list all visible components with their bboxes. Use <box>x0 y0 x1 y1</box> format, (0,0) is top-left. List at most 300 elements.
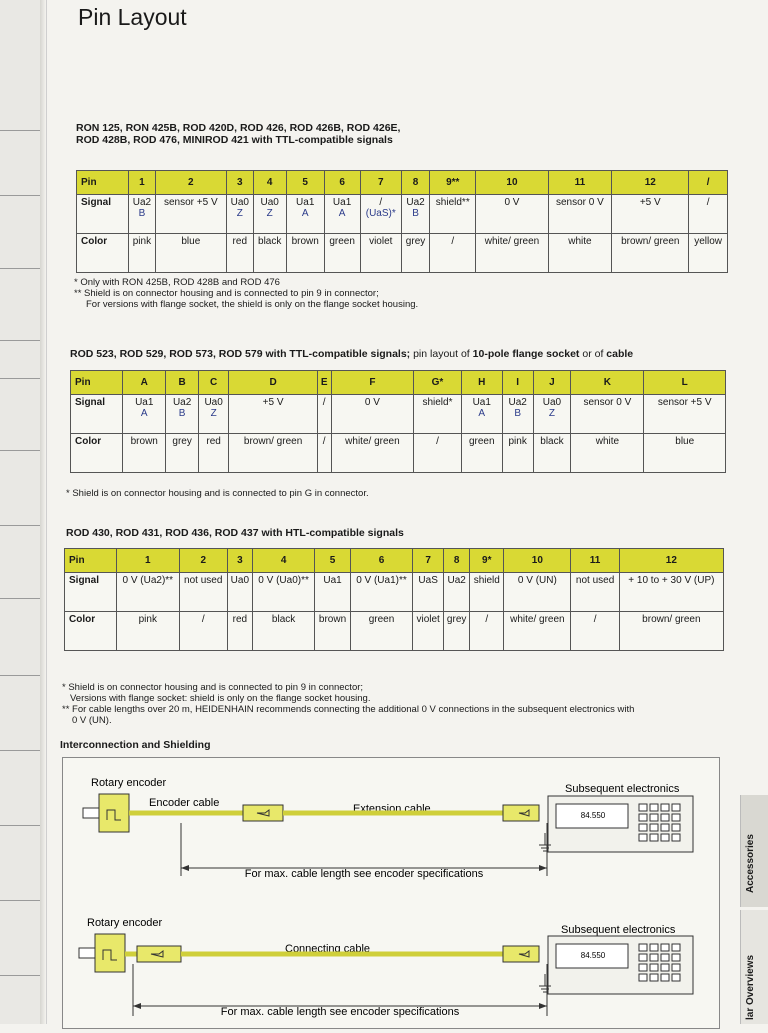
signal-value: / <box>322 397 326 408</box>
signal-cell <box>476 195 548 234</box>
signal-value: Ua2 <box>172 397 192 408</box>
pin-value: / <box>706 177 710 188</box>
signal-value: sensor +5 V <box>164 197 218 208</box>
pin-cell <box>470 549 504 573</box>
diagram-1 <box>83 777 693 880</box>
signal-cell <box>689 195 728 234</box>
signal-cell <box>504 573 571 612</box>
signal-label: Signal <box>77 195 129 234</box>
pin-cell <box>360 171 401 195</box>
pin-value: J <box>549 377 555 388</box>
signal-cell <box>644 395 726 434</box>
pin-cell <box>504 549 571 573</box>
signal-label: Signal <box>71 395 123 434</box>
color-cell <box>315 612 350 651</box>
signal-value: 0 V (Ua1)** <box>356 575 407 586</box>
pin-cell <box>548 171 612 195</box>
signal-value: 0 V (Ua0)** <box>258 575 309 586</box>
section3-heading: ROD 430, ROD 431, ROD 436, ROD 437 with HTL-compatible signals <box>66 527 404 539</box>
signal-secondary-value: B <box>138 208 146 219</box>
side-tab-accessories-label: Accessories <box>745 834 756 893</box>
pin-value: 3 <box>236 177 243 188</box>
pin-cell <box>612 171 689 195</box>
section2-note1: * Shield is on connector housing and is connected to pin G in connector. <box>66 488 369 499</box>
color-label: Color <box>71 434 123 473</box>
color-value: pink <box>138 614 157 625</box>
pin-row <box>77 171 728 195</box>
signal-value: sensor 0 V <box>583 397 632 408</box>
section2-heading-bold3: cable <box>606 348 634 360</box>
pin-cell <box>155 171 226 195</box>
section2-notes <box>66 488 369 499</box>
signal-secondary-value: Z <box>210 408 217 419</box>
color-cell <box>504 612 571 651</box>
pin-cell <box>123 371 166 395</box>
d2-subsequent-electronics-label: Subsequent electronics <box>561 924 676 936</box>
signal-secondary-value: B <box>178 408 186 419</box>
pin-cell <box>317 371 331 395</box>
color-cell <box>689 234 728 273</box>
pin-table-3 <box>64 548 724 651</box>
section1-notes <box>74 277 418 310</box>
signal-value: + 10 to + 30 V (UP) <box>628 575 715 586</box>
signal-cell <box>430 195 476 234</box>
section3-note1: * Shield is on connector housing and is connected to pin 9 in connector; <box>62 682 364 693</box>
signal-value: Ua1 <box>296 197 315 208</box>
color-label: Color <box>65 612 117 651</box>
signal-secondary-value: (UaS)* <box>365 208 396 219</box>
pin-cell <box>401 171 429 195</box>
pin-value: 10 <box>506 177 518 188</box>
signal-cell <box>227 573 252 612</box>
color-cell <box>227 612 252 651</box>
signal-cell <box>129 195 156 234</box>
signal-cell <box>331 395 414 434</box>
color-value: black <box>258 236 282 247</box>
color-value: pink <box>508 436 527 447</box>
color-cell <box>253 234 286 273</box>
pin-label: Pin <box>71 371 123 395</box>
signal-cell <box>360 195 401 234</box>
color-cell <box>414 434 461 473</box>
signal-secondary-value: Z <box>236 208 243 219</box>
signal-cell <box>252 573 315 612</box>
pin-cell <box>444 549 470 573</box>
signal-value: / <box>379 197 383 208</box>
color-value: white/ green <box>510 614 565 625</box>
d2-connecting-cable-label: Connecting cable <box>285 943 371 955</box>
color-value: green <box>329 236 355 247</box>
color-cell <box>331 434 414 473</box>
signal-value: not used <box>184 575 223 586</box>
pin-value: L <box>681 377 688 388</box>
d1-extension-cable-label: Extension cable <box>353 803 431 815</box>
pin-cell <box>476 171 548 195</box>
color-cell <box>444 612 470 651</box>
section1-note1: * Only with RON 425B, ROD 428B and ROD 476 <box>74 277 280 288</box>
signal-value: Ua0 <box>230 575 250 586</box>
section3-notes <box>62 682 634 726</box>
pin-cell <box>117 549 180 573</box>
pin-value: 11 <box>589 555 601 566</box>
pin-cell <box>571 549 619 573</box>
side-tab-overviews[interactable] <box>740 910 768 1024</box>
color-value: green <box>368 614 395 625</box>
signal-value: Ua0 <box>230 197 249 208</box>
pin-value: 2 <box>200 555 206 566</box>
pin-cell <box>253 171 286 195</box>
pin-value: 2 <box>188 177 194 188</box>
color-value: white/ green <box>484 236 540 247</box>
section3-note2: Versions with flange socket: shield is only on the flange socket housing. <box>70 693 371 704</box>
color-value: / <box>485 614 489 625</box>
color-value: white <box>595 436 620 447</box>
signal-value: +5 V <box>262 397 284 408</box>
color-value: black <box>271 614 296 625</box>
d2-connector-1 <box>137 946 181 962</box>
pin-cell <box>226 171 253 195</box>
pin-value: G* <box>431 377 444 388</box>
pin-value: 6 <box>339 177 345 188</box>
color-row <box>77 234 728 273</box>
color-value: violet <box>416 614 440 625</box>
signal-cell <box>229 395 317 434</box>
signal-cell <box>612 195 689 234</box>
color-value: red <box>232 614 248 625</box>
color-value: blue <box>675 436 695 447</box>
document-page <box>50 0 740 1024</box>
signal-secondary-value: Z <box>548 408 555 419</box>
color-cell <box>155 234 226 273</box>
color-cell <box>644 434 726 473</box>
pin-value: 4 <box>280 555 287 566</box>
pin-value: 11 <box>574 177 586 188</box>
color-cell <box>117 612 180 651</box>
signal-value: shield <box>473 575 500 586</box>
pin-value: C <box>210 377 218 388</box>
color-cell <box>360 234 401 273</box>
pin-row <box>71 371 726 395</box>
interconnection-diagram <box>62 757 720 1029</box>
signal-value: Ua1 <box>332 197 352 208</box>
pin-cell <box>286 171 324 195</box>
signal-cell <box>317 395 331 434</box>
color-cell <box>619 612 723 651</box>
pin-value: I <box>516 377 520 388</box>
section1-heading <box>76 122 400 146</box>
color-value: brown/ green <box>642 614 701 625</box>
color-cell <box>166 434 198 473</box>
d2-electronics-icon <box>539 936 693 994</box>
signal-cell <box>571 573 619 612</box>
signal-cell <box>548 195 612 234</box>
signal-value: 0 V (Ua2)** <box>122 575 174 586</box>
d2-display-value: 84.550 <box>580 951 606 960</box>
signal-secondary-value: A <box>478 408 486 419</box>
pin-value: K <box>603 377 612 388</box>
signal-value: 0 V (UN) <box>517 575 557 586</box>
pin-cell <box>430 171 476 195</box>
pin-cell <box>413 549 444 573</box>
color-value: brown/ green <box>621 236 680 247</box>
pin-row <box>65 549 724 573</box>
signal-cell <box>350 573 413 612</box>
color-row <box>65 612 724 651</box>
d1-connector-1 <box>243 805 283 821</box>
signal-secondary-value: A <box>301 208 309 219</box>
signal-value: Ua2 <box>508 397 527 408</box>
pin-value: 6 <box>378 555 385 566</box>
pin-cell <box>533 371 571 395</box>
color-value: green <box>468 436 495 447</box>
signal-label: Signal <box>65 573 117 612</box>
pin-cell <box>198 371 229 395</box>
color-cell <box>413 612 444 651</box>
signal-cell <box>571 395 644 434</box>
color-cell <box>430 234 476 273</box>
color-cell <box>350 612 413 651</box>
signal-secondary-value: A <box>338 208 346 219</box>
signal-cell <box>166 395 198 434</box>
pin-cell <box>315 549 350 573</box>
signal-value: Ua1 <box>472 397 491 408</box>
pin-table-2 <box>70 370 726 473</box>
pin-cell <box>227 549 252 573</box>
pin-value: 7 <box>425 555 431 566</box>
d1-rotary-encoder-label: Rotary encoder <box>91 777 167 789</box>
color-value: grey <box>172 436 192 447</box>
section3-note4: 0 V (UN). <box>72 715 112 726</box>
section1-note3: For versions with flange socket, the shield is only on the flange socket housing. <box>86 299 419 310</box>
pin-cell <box>229 371 317 395</box>
color-value: white <box>568 236 592 247</box>
pin-value: 8 <box>412 177 419 188</box>
pin-value: 3 <box>237 555 243 566</box>
signal-value: +5 V <box>639 197 661 208</box>
pin-value: 8 <box>453 555 460 566</box>
color-value: pink <box>132 236 152 247</box>
color-value: yellow <box>694 236 723 247</box>
color-cell <box>226 234 253 273</box>
section1-note2: ** Shield is on connector housing and is connected to pin 9 in connector; <box>74 288 379 299</box>
signal-value: 0 V <box>364 397 380 408</box>
signal-row <box>71 395 726 434</box>
signal-value: sensor +5 V <box>657 397 712 408</box>
signal-secondary-value: A <box>140 408 148 419</box>
color-value: / <box>436 436 439 447</box>
d1-display-value: 84.550 <box>580 811 606 820</box>
signal-cell <box>253 195 286 234</box>
signal-cell <box>315 573 350 612</box>
pin-value: 1 <box>145 555 151 566</box>
signal-value: Ua2 <box>406 197 425 208</box>
facing-page-edge <box>0 0 47 1024</box>
section2-heading-bold2: 10-pole flange socket <box>472 348 580 360</box>
color-value: red <box>232 236 247 247</box>
pin-cell <box>252 549 315 573</box>
pin-cell <box>619 549 723 573</box>
pin-value: B <box>178 377 186 388</box>
pin-value: A <box>140 377 148 388</box>
color-cell <box>548 234 612 273</box>
signal-secondary-value: Z <box>266 208 273 219</box>
color-cell <box>533 434 571 473</box>
signal-cell <box>226 195 253 234</box>
pin-value: 12 <box>665 555 677 566</box>
pin-value: 7 <box>377 177 384 188</box>
color-cell <box>401 234 429 273</box>
color-value: / <box>451 236 455 247</box>
color-cell <box>612 234 689 273</box>
color-value: black <box>540 436 564 447</box>
color-value: brown <box>291 236 319 247</box>
signal-cell <box>198 395 229 434</box>
color-cell <box>571 612 619 651</box>
pin-cell <box>129 171 156 195</box>
pin-cell <box>414 371 461 395</box>
interconnection-diagram-svg <box>63 758 719 1028</box>
color-cell <box>461 434 502 473</box>
signal-cell <box>286 195 324 234</box>
pin-value: 9** <box>446 177 460 188</box>
d2-length-note: For max. cable length see encoder specifications <box>220 1006 460 1018</box>
color-value: / <box>593 614 597 625</box>
section2-heading-norm: pin layout of <box>410 348 473 360</box>
color-label: Color <box>77 234 129 273</box>
section2-heading-bold: ROD 523, ROD 529, ROD 573, ROD 579 with TTL-compatible signals; <box>70 348 411 360</box>
color-cell <box>502 434 533 473</box>
color-value: brown <box>318 614 347 625</box>
interconnection-heading: Interconnection and Shielding <box>60 739 211 751</box>
section1-heading-line2: ROD 428B, ROD 476, MINIROD 421 with TTL-compatible signals <box>76 134 393 146</box>
signal-cell <box>414 395 461 434</box>
d1-encoder-cable-label: Encoder cable <box>149 797 220 809</box>
pin-value: 5 <box>302 177 308 188</box>
pin-value: 9* <box>482 555 492 566</box>
d2-rotary-encoder-label: Rotary encoder <box>87 917 163 929</box>
signal-value: Ua2 <box>447 575 466 586</box>
color-row <box>71 434 726 473</box>
signal-value: 0 V <box>504 197 520 208</box>
pin-label: Pin <box>77 171 129 195</box>
pin-cell <box>461 371 502 395</box>
pin-value: 5 <box>329 555 336 566</box>
section1-heading-line1: RON 125, RON 425B, ROD 420D, ROD 426, ROD 426B, ROD 426E, <box>76 122 401 134</box>
signal-value: Ua0 <box>542 397 562 408</box>
d1-length-note: For max. cable length see encoder specifications <box>244 868 484 880</box>
side-tab-overviews-label: lar Overviews <box>745 954 756 1020</box>
color-value: blue <box>181 236 201 247</box>
signal-secondary-value: B <box>514 408 521 419</box>
pin-value: 4 <box>266 177 273 188</box>
signal-row <box>65 573 724 612</box>
d1-connector-2 <box>503 805 539 821</box>
signal-value: sensor 0 V <box>556 197 604 208</box>
pin-cell <box>689 171 728 195</box>
pin-cell <box>331 371 414 395</box>
color-value: grey <box>446 614 467 625</box>
side-tab-accessories[interactable] <box>740 795 768 907</box>
color-cell <box>286 234 324 273</box>
signal-value: UaS <box>418 575 438 586</box>
pin-cell <box>502 371 533 395</box>
color-value: / <box>322 436 326 447</box>
pin-value: 1 <box>139 177 145 188</box>
signal-cell <box>117 573 180 612</box>
signal-value: Ua2 <box>132 197 152 208</box>
signal-value: Ua0 <box>204 397 223 408</box>
pin-value: F <box>369 377 376 388</box>
pin-cell <box>324 171 360 195</box>
color-value: white/ green <box>345 436 400 447</box>
signal-cell <box>401 195 429 234</box>
color-value: grey <box>405 236 426 247</box>
signal-cell <box>444 573 470 612</box>
pin-table-1 <box>76 170 728 273</box>
color-cell <box>129 234 156 273</box>
color-value: / <box>201 614 205 625</box>
d1-encoder-icon <box>83 794 129 832</box>
color-cell <box>179 612 227 651</box>
color-cell <box>229 434 317 473</box>
d2-encoder-icon <box>79 934 125 972</box>
color-value: red <box>206 436 221 447</box>
section2-heading <box>70 348 633 360</box>
pin-value: E <box>320 377 328 388</box>
d1-subsequent-electronics-label: Subsequent electronics <box>565 783 680 795</box>
section2-heading-norm2: or of <box>579 348 607 360</box>
page-title: Pin Layout <box>78 4 187 30</box>
signal-cell <box>413 573 444 612</box>
pin-value: H <box>478 377 486 388</box>
color-cell <box>317 434 331 473</box>
pin-cell <box>350 549 413 573</box>
signal-value: / <box>706 197 710 208</box>
signal-cell <box>461 395 502 434</box>
color-cell <box>476 234 548 273</box>
signal-cell <box>179 573 227 612</box>
signal-value: not used <box>575 575 615 586</box>
color-cell <box>571 434 644 473</box>
pin-cell <box>166 371 198 395</box>
signal-value: shield** <box>435 197 470 208</box>
signal-row <box>77 195 728 234</box>
signal-cell <box>123 395 166 434</box>
color-cell <box>252 612 315 651</box>
color-value: violet <box>369 236 393 247</box>
pin-cell <box>179 549 227 573</box>
signal-secondary-value: B <box>412 208 419 219</box>
pin-label: Pin <box>65 549 117 573</box>
d2-connector-2 <box>503 946 539 962</box>
color-cell <box>324 234 360 273</box>
diagram-2 <box>79 917 693 1018</box>
signal-cell <box>533 395 571 434</box>
signal-cell <box>502 395 533 434</box>
color-cell <box>198 434 229 473</box>
signal-cell <box>324 195 360 234</box>
signal-value: shield* <box>422 397 453 408</box>
color-value: brown <box>130 436 158 447</box>
pin-cell <box>644 371 726 395</box>
color-value: brown/ green <box>243 436 303 447</box>
signal-cell <box>470 573 504 612</box>
section3-note3: ** For cable lengths over 20 m, HEIDENHAIN recommends connecting the additional 0 V connections in the subsequent electronics with <box>62 704 635 715</box>
pin-value: 10 <box>531 555 543 566</box>
color-cell <box>123 434 166 473</box>
color-cell <box>470 612 504 651</box>
signal-value: Ua1 <box>135 397 154 408</box>
